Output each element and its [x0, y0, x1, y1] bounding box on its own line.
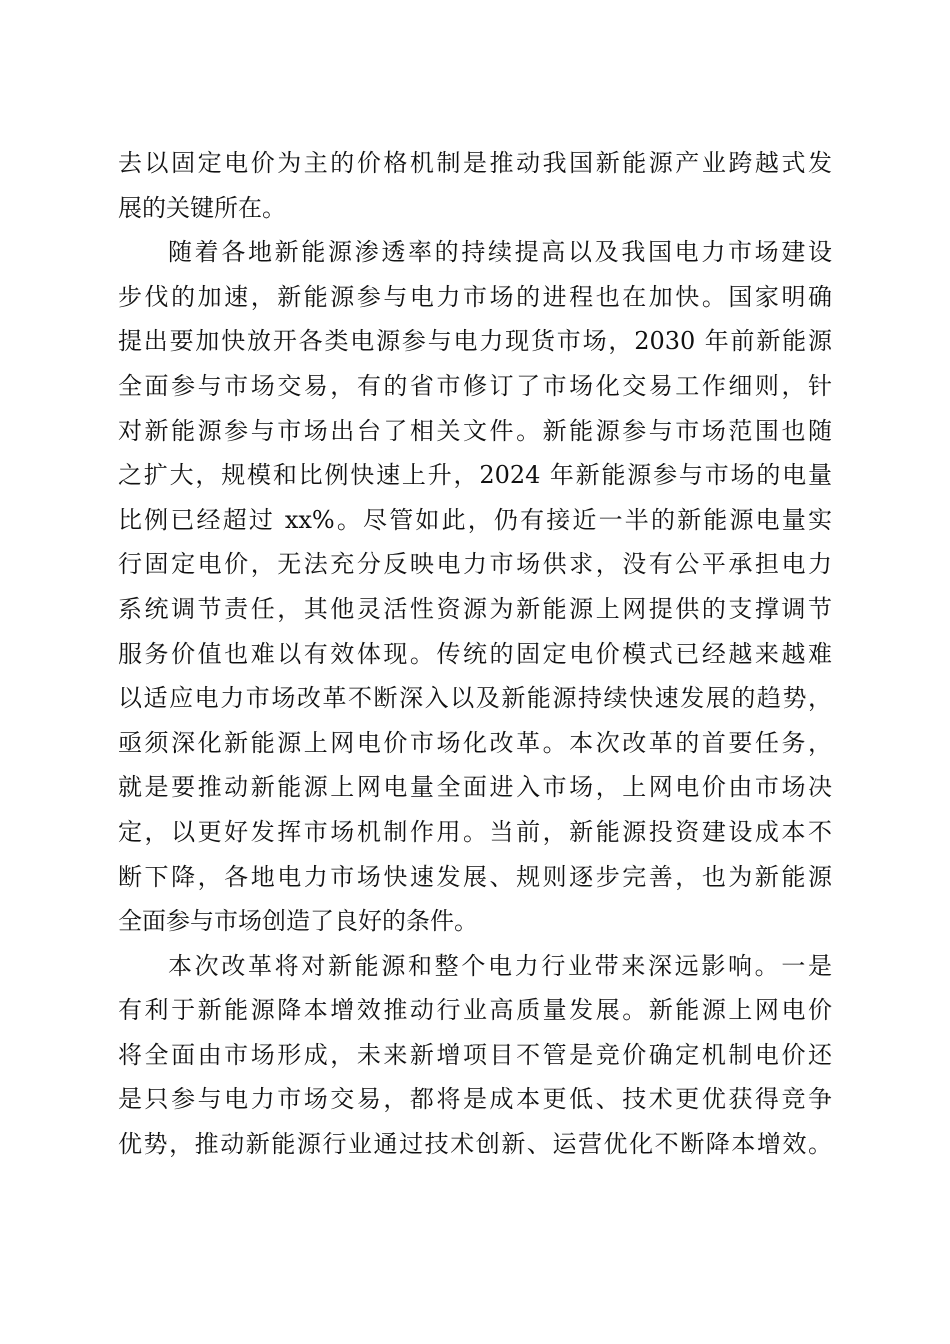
text-line: 展的关键所在。: [118, 193, 286, 222]
text-line: 随着各地新能源渗透率的持续提高以及我国电力市场建设: [168, 238, 832, 267]
text-line: 有利于新能源降本增效推动行业高质量发展。新能源上网电价: [118, 996, 832, 1025]
text-line: 服务价值也难以有效体现。传统的固定电价模式已经越来越难: [118, 639, 832, 668]
text-line: 去以固定电价为主的价格机制是推动我国新能源产业跨越式发: [118, 149, 832, 177]
text-line: 对新能源参与市场出台了相关文件。新能源参与市场范围也随: [118, 416, 832, 445]
paragraph-2: [118, 230, 832, 944]
document-body: [118, 141, 832, 1167]
text-line: 全面参与市场创造了良好的条件。: [118, 907, 478, 936]
paragraph-1: [118, 141, 832, 230]
text-line: 系统调节责任，其他灵活性资源为新能源上网提供的支撑调节: [118, 594, 832, 623]
text-line: 步伐的加速，新能源参与电力市场的进程也在加快。国家明确: [118, 282, 832, 311]
paragraph-3: [118, 944, 832, 1167]
text-line: 行固定电价，无法充分反映电力市场供求，没有公平承担电力: [118, 550, 832, 579]
text-line: 以适应电力市场改革不断深入以及新能源持续快速发展的趋势，: [118, 684, 832, 713]
text-line: 优势，推动新能源行业通过技术创新、运营优化不断降本增效。: [118, 1130, 832, 1159]
text-line: 比例已经超过 xx%。尽管如此，仍有接近一半的新能源电量实: [118, 505, 832, 534]
text-line: 提出要加快放开各类电源参与电力现货市场，2030 年前新能源: [118, 327, 832, 356]
text-line: 断下降，各地电力市场快速发展、规则逐步完善，也为新能源: [118, 862, 832, 891]
text-line: 将全面由市场形成，未来新增项目不管是竞价确定机制电价还: [118, 1040, 832, 1069]
text-line: 亟须深化新能源上网电价市场化改革。本次改革的首要任务，: [118, 728, 832, 757]
text-line: 本次改革将对新能源和整个电力行业带来深远影响。一是: [168, 951, 832, 980]
text-line: 定，以更好发挥市场机制作用。当前，新能源投资建设成本不: [118, 817, 832, 846]
text-line: 之扩大，规模和比例快速上升，2024 年新能源参与市场的电量: [118, 461, 832, 490]
text-line: 全面参与市场交易，有的省市修订了市场化交易工作细则，针: [118, 371, 832, 400]
text-line: 是只参与电力市场交易，都将是成本更低、技术更优获得竞争: [118, 1085, 832, 1114]
text-line: 就是要推动新能源上网电量全面进入市场，上网电价由市场决: [118, 773, 832, 802]
